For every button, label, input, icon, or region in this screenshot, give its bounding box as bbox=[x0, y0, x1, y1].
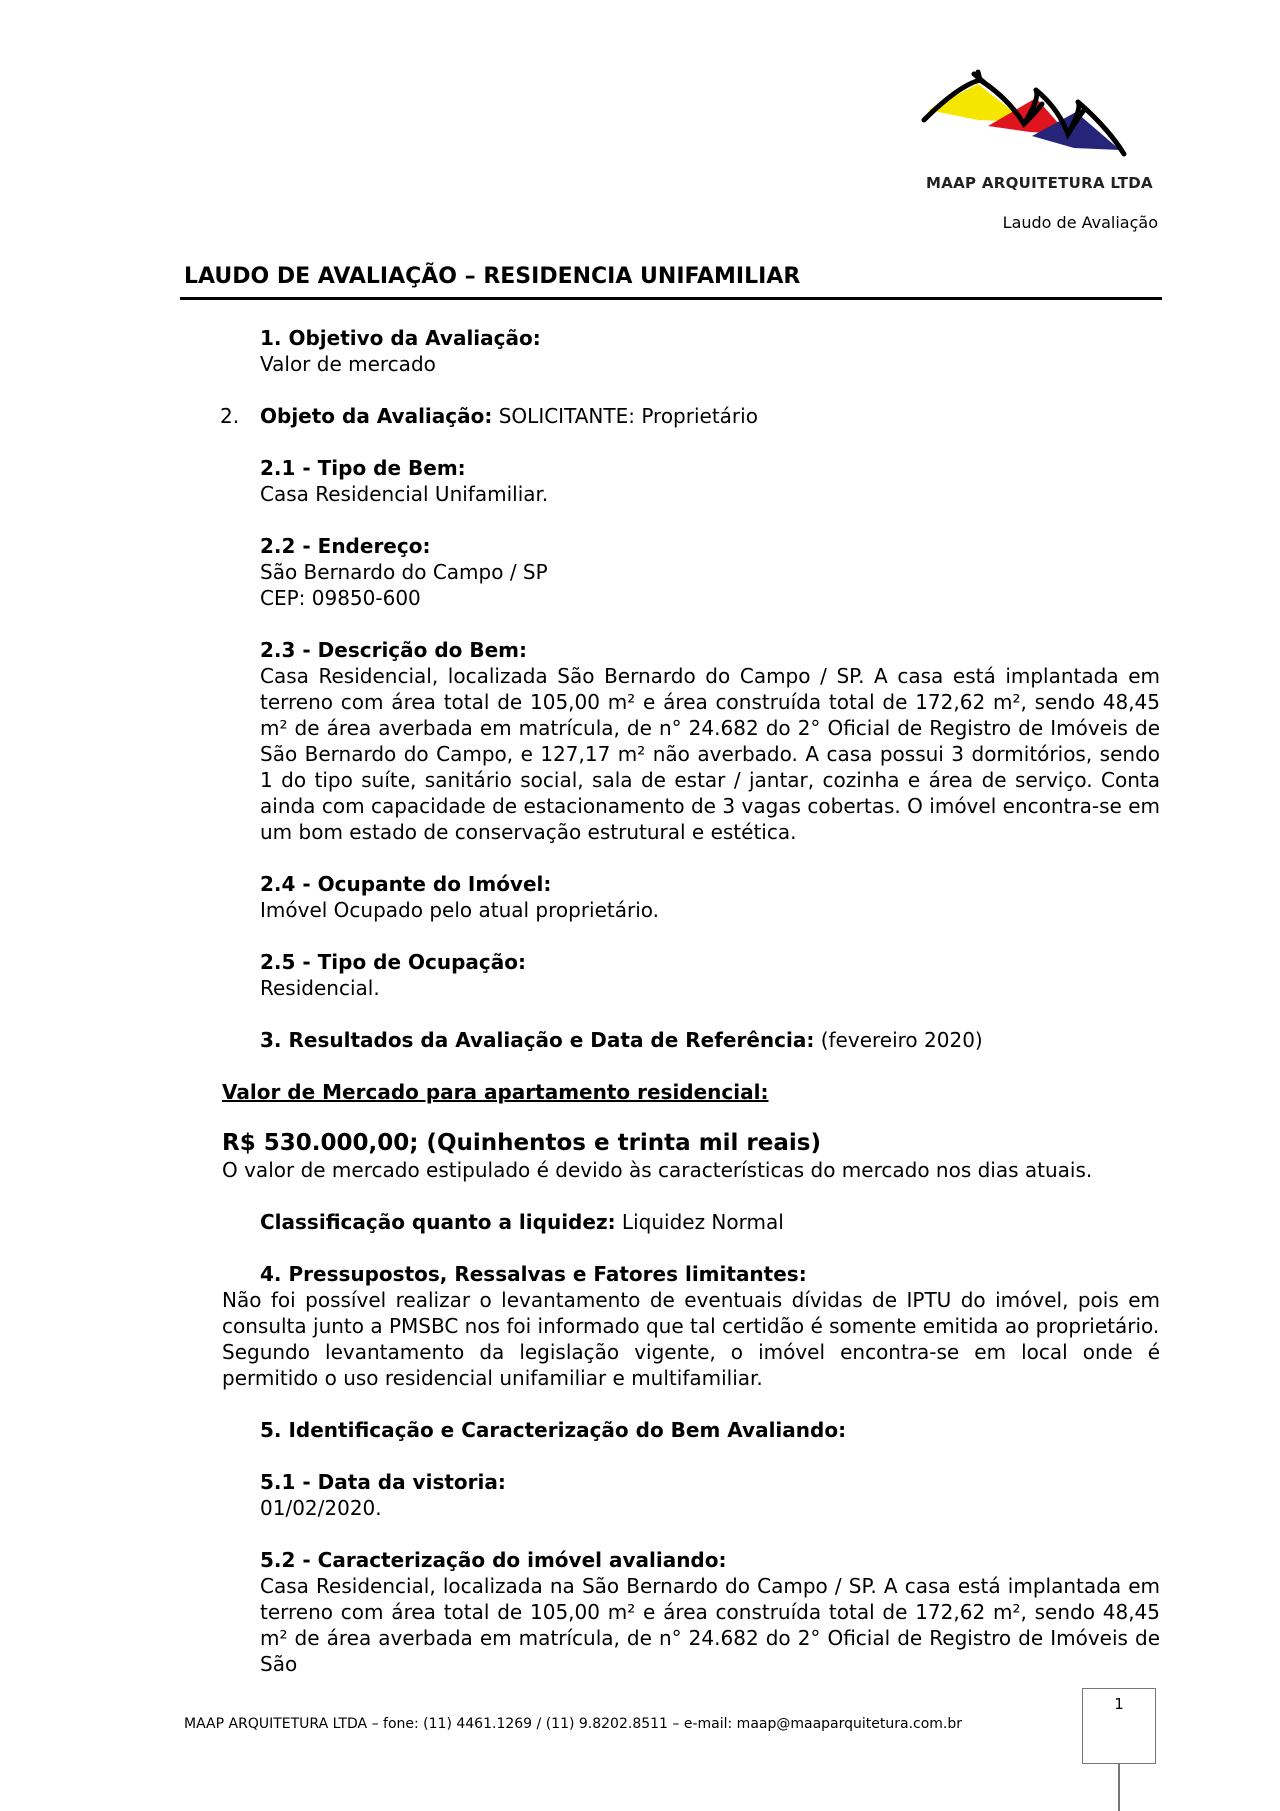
section-2-2-line1: São Bernardo do Campo / SP bbox=[260, 560, 548, 584]
liquidez-value: Liquidez Normal bbox=[615, 1210, 784, 1234]
page-number-box bbox=[1082, 1688, 1156, 1764]
section-2-5-text: Residencial. bbox=[260, 976, 380, 1000]
section-1-heading: 1. Objetivo da Avaliação: bbox=[260, 326, 541, 350]
section-2-1-heading: 2.1 - Tipo de Bem: bbox=[260, 456, 466, 480]
section-2-3-heading: 2.3 - Descrição do Bem: bbox=[260, 638, 528, 662]
section-2-1-text: Casa Residencial Unifamiliar. bbox=[260, 482, 549, 506]
company-logo-text: MAAP ARQUITETURA LTDA bbox=[926, 174, 1153, 192]
valor-note: O valor de mercado estipulado é devido às características do mercado nos dias atuais. bbox=[222, 1158, 1093, 1182]
section-2-4-heading: 2.4 - Ocupante do Imóvel: bbox=[260, 872, 552, 896]
section-3-line bbox=[260, 1027, 983, 1053]
section-2-2-line2: CEP: 09850-600 bbox=[260, 586, 421, 610]
section-5-1-heading: 5.1 - Data da vistoria: bbox=[260, 1470, 506, 1494]
section-5-1-text: 01/02/2020. bbox=[260, 1496, 382, 1520]
liquidez-label: Classificação quanto a liquidez: bbox=[260, 1210, 616, 1234]
page-number-stem bbox=[1118, 1764, 1120, 1811]
title-divider bbox=[180, 297, 1162, 300]
section-4-paragraph-2: Segundo levantamento da legislação vigente, o imóvel encontra-se em local onde é permitido o uso residencial unifamiliar e multifamiliar. bbox=[222, 1340, 1160, 1390]
valor-subtitle: Valor de Mercado para apartamento residencial: bbox=[222, 1080, 769, 1104]
valor-amount: R$ 530.000,00; (Quinhentos e trinta mil reais) bbox=[222, 1130, 821, 1156]
section-4-paragraph-1: Não foi possível realizar o levantamento de eventuais dívidas de IPTU do imóvel, pois em consulta junto a PMSBC nos foi informado que tal certidão é somente emitida ao proprietário. bbox=[222, 1288, 1160, 1338]
section-2-3-text: Casa Residencial, localizada São Bernardo do Campo / SP. A casa está implantada em terreno com área total de 105,00 m² e área construída total de 172,62 m², sendo 48,45 m² de área averbada em matrícula, de n° 24.682 do 2° Oficial de Registro de Imóveis de São Bernardo do Campo, e 127,17 m² não averbado. A casa possui 3 dormitórios, sendo 1 do tipo suíte, sanitário social, sala de estar / jantar, cozinha e área de serviço. Conta ainda com capacidade de estacionamento de 3 vagas cobertas. O imóvel encontra-se em um bom estado de conservação estrutural e estética. bbox=[260, 664, 1160, 844]
section-2-2-heading: 2.2 - Endereço: bbox=[260, 534, 431, 558]
section-2-number: 2. bbox=[220, 404, 240, 428]
section-5-heading: 5. Identificação e Caracterização do Bem Avaliando: bbox=[260, 1418, 847, 1442]
section-2-text: SOLICITANTE: Proprietário bbox=[492, 404, 758, 428]
section-2-heading: Objeto da Avaliação: bbox=[260, 404, 493, 428]
liquidez-line bbox=[260, 1209, 784, 1235]
section-1-text: Valor de mercado bbox=[260, 352, 436, 376]
section-2-4-text: Imóvel Ocupado pelo atual proprietário. bbox=[260, 898, 660, 922]
section-2-line bbox=[260, 403, 758, 429]
header-doc-type: Laudo de Avaliação bbox=[1002, 213, 1158, 232]
footer-contact: MAAP ARQUITETURA LTDA – fone: (11) 4461.1269 / (11) 9.8202.8511 – e-mail: maap@maaparquitetura.com.br bbox=[184, 1716, 963, 1732]
section-4-heading: 4. Pressupostos, Ressalvas e Fatores limitantes: bbox=[260, 1262, 807, 1286]
section-5-2-text: Casa Residencial, localizada na São Bernardo do Campo / SP. A casa está implantada em terreno com área total de 105,00 m² e área construída total de 172,62 m², sendo 48,45 m² de área averbada em matrícula, de n° 24.682 do 2° Oficial de Registro de Imóveis de São bbox=[260, 1574, 1160, 1676]
document-title: LAUDO DE AVALIAÇÃO – RESIDENCIA UNIFAMILIAR bbox=[184, 264, 801, 289]
section-2-5-heading: 2.5 - Tipo de Ocupação: bbox=[260, 950, 527, 974]
page-number: 1 bbox=[1114, 1695, 1124, 1713]
section-3-text: (fevereiro 2020) bbox=[814, 1028, 983, 1052]
section-5-2-heading: 5.2 - Caracterização do imóvel avaliando: bbox=[260, 1548, 727, 1572]
section-3-heading: 3. Resultados da Avaliação e Data de Referência: bbox=[260, 1028, 815, 1052]
